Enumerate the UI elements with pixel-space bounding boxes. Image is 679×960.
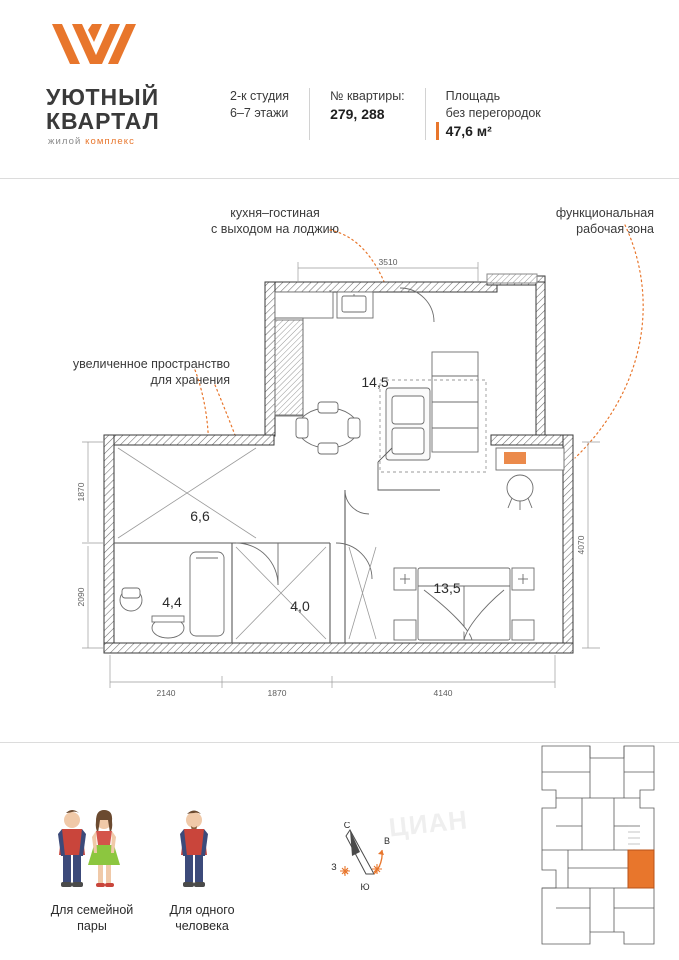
- logo-name-line2: КВАРТАЛ: [46, 108, 160, 134]
- area-bedroom: 13,5: [433, 580, 461, 596]
- dim-bottom-mid: 1870: [267, 688, 287, 698]
- page-header: [0, 0, 679, 178]
- header-info-area: [426, 88, 561, 140]
- compass-north: С: [343, 822, 351, 830]
- area-label-line1: Площадь: [445, 89, 501, 103]
- apartment-type: 2-к студия: [230, 89, 290, 103]
- dim-bottom-right: 4140: [433, 688, 453, 698]
- logo: [26, 24, 186, 152]
- callout-workzone-line2: рабочая зона: [576, 222, 654, 236]
- compass-icon: [330, 822, 400, 892]
- caption-family-pair-line1: Для семейной: [50, 903, 134, 917]
- dim-left-lower: 2090: [76, 587, 86, 607]
- callout-storage-line1: увеличенное пространство: [72, 357, 230, 371]
- header-info-number: [310, 88, 425, 123]
- watermark: ЦИАН: [387, 804, 470, 843]
- logo-subtitle: [48, 136, 135, 147]
- page-footer: [0, 742, 679, 960]
- floor-plan-drawing: [0, 190, 679, 720]
- callout-kitchen-line1: кухня–гостиная: [230, 206, 320, 220]
- compass-south: Ю: [360, 882, 370, 892]
- caption-family-pair: [32, 902, 152, 934]
- area-hall: 6,6: [190, 508, 210, 524]
- header-divider: [0, 178, 679, 179]
- caption-single-person-line2: человека: [175, 919, 229, 933]
- logo-subtitle-right: комплекс: [85, 136, 136, 147]
- caption-family-pair-line2: пары: [77, 919, 107, 933]
- area-value: 47,6 м²: [436, 122, 541, 140]
- family-pair-icon: [48, 808, 132, 894]
- single-person-icon: [172, 808, 216, 894]
- area-closet: 4,0: [290, 598, 310, 614]
- callout-workzone-line1: функциональная: [555, 206, 654, 220]
- callout-storage-line2: для хранения: [150, 373, 230, 387]
- caption-single-person-line1: Для одного: [169, 903, 235, 917]
- header-info-type: [230, 88, 309, 122]
- floor-plan: [0, 190, 679, 720]
- caption-single-person: [143, 902, 261, 934]
- compass-west: З: [331, 862, 337, 872]
- apartment-number-value: 279, 288: [330, 106, 385, 122]
- logo-mark-icon: [52, 24, 142, 76]
- apartment-floors: 6–7 этажи: [230, 106, 289, 120]
- key-plan: [528, 738, 668, 958]
- logo-subtitle-left: жилой: [48, 136, 82, 147]
- dim-right: 4070: [576, 535, 586, 555]
- header-info: [230, 88, 561, 140]
- dim-left-upper: 1870: [76, 482, 86, 502]
- dim-bottom-left: 2140: [156, 688, 176, 698]
- area-bathroom: 4,4: [162, 594, 182, 610]
- callout-kitchen-line2: с выходом на лоджию: [211, 222, 339, 236]
- logo-name-line1: УЮТНЫЙ: [46, 84, 160, 110]
- area-kitchen-living: 14,5: [361, 374, 389, 390]
- area-label-line2: без перегородок: [445, 106, 541, 120]
- dim-top: 3510: [378, 257, 398, 267]
- compass-east: В: [383, 836, 391, 846]
- apartment-number-label: № квартиры:: [330, 89, 405, 103]
